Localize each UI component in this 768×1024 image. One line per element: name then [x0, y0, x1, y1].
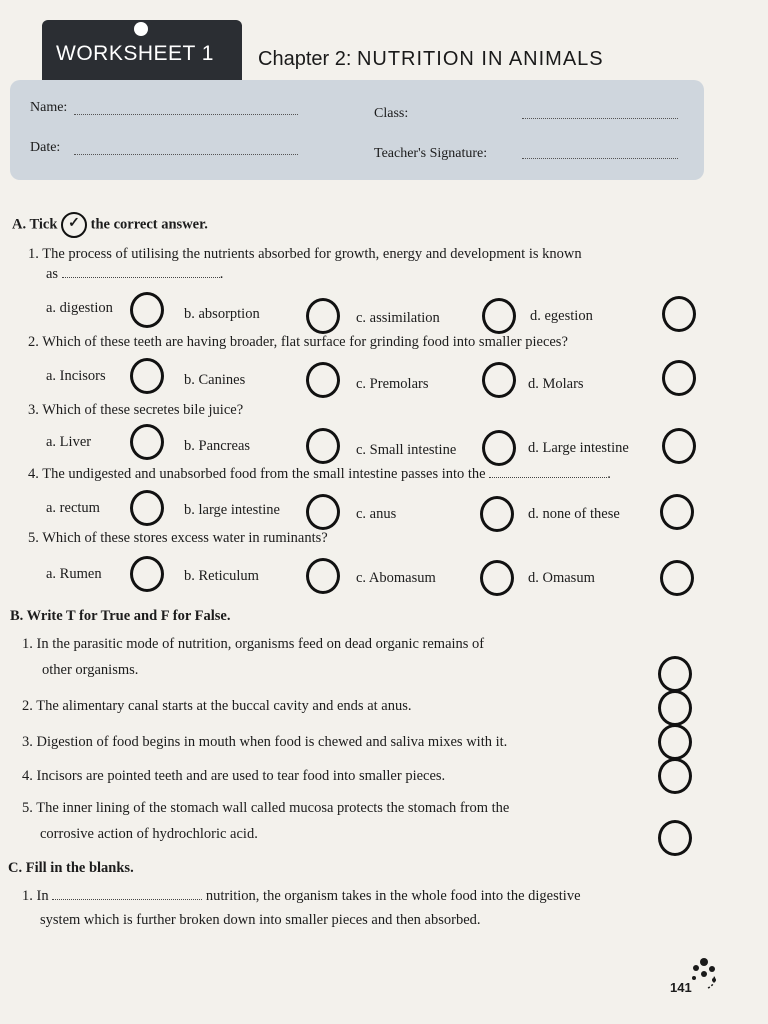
- q4-option-d: d. none of these: [528, 506, 620, 522]
- q3-option-d-circle[interactable]: [662, 428, 696, 464]
- q5-option-c-circle[interactable]: [480, 560, 514, 596]
- q1-option-d: d. egestion: [530, 308, 593, 324]
- student-info-box: [10, 80, 704, 180]
- q1-option-c: c. assimilation: [356, 310, 440, 326]
- date-label: Date:: [30, 140, 61, 155]
- q1-option-a: a. digestion: [46, 300, 113, 316]
- q3-option-c: c. Small intestine: [356, 442, 457, 458]
- statement-5: 5. The inner lining of the stomach wall called mucosa protects the stomach from the: [22, 800, 510, 816]
- q2-option-a-circle[interactable]: [130, 358, 164, 394]
- statement-3: 3. Digestion of food begins in mouth when food is chewed and saliva mixes with it.: [22, 734, 508, 750]
- page-number: 141: [670, 980, 692, 995]
- q5-option-d-circle[interactable]: [660, 560, 694, 596]
- worksheet-title: WORKSHEET 1: [56, 42, 214, 65]
- q3-option-a: a. Liver: [46, 434, 92, 450]
- name-label: Name:: [30, 100, 68, 115]
- q5-option-b-circle[interactable]: [306, 558, 340, 594]
- q1-option-c-circle[interactable]: [482, 298, 516, 334]
- q4-option-d-circle[interactable]: [660, 494, 694, 530]
- q2-option-c-circle[interactable]: [482, 362, 516, 398]
- q2-option-d: d. Molars: [528, 376, 584, 392]
- class-label: Class:: [374, 106, 409, 121]
- answer-blank[interactable]: [489, 477, 607, 478]
- statement-1-circle[interactable]: [658, 656, 692, 692]
- tick-icon: ✓: [61, 212, 87, 238]
- statement-5-circle[interactable]: [658, 820, 692, 856]
- chapter-heading: [258, 48, 604, 71]
- q5-option-b: b. Reticulum: [184, 568, 259, 584]
- statement-1-cont: other organisms.: [42, 662, 139, 678]
- q4-option-b-circle[interactable]: [306, 494, 340, 530]
- q4-option-a-circle[interactable]: [130, 490, 164, 526]
- section-a-instruction: the correct answer.: [90, 216, 208, 233]
- chapter-prefix: Chapter 2:: [258, 48, 352, 70]
- statement-3-circle[interactable]: [658, 724, 692, 760]
- statement-4: 4. Incisors are pointed teeth and are used to tear food into smaller pieces.: [22, 768, 446, 784]
- q3-option-b-circle[interactable]: [306, 428, 340, 464]
- q2-option-b: b. Canines: [184, 372, 246, 388]
- question-1-cont: as .: [46, 266, 224, 282]
- answer-blank[interactable]: [62, 277, 220, 278]
- q3-option-d: d. Large intestine: [528, 440, 629, 456]
- q4-option-c: c. anus: [356, 506, 397, 522]
- q1-option-b-circle[interactable]: [306, 298, 340, 334]
- question-3: 3. Which of these secretes bile juice?: [28, 402, 244, 418]
- q5-option-a: a. Rumen: [46, 566, 102, 582]
- q2-option-d-circle[interactable]: [662, 360, 696, 396]
- signature-label: Teacher's Signature:: [374, 146, 488, 161]
- q4-option-a: a. rectum: [46, 500, 100, 516]
- section-a-prefix: A. Tick: [12, 216, 58, 233]
- q5-option-a-circle[interactable]: [130, 556, 164, 592]
- q1-option-d-circle[interactable]: [662, 296, 696, 332]
- q3-option-a-circle[interactable]: [130, 424, 164, 460]
- q2-option-a: a. Incisors: [46, 368, 106, 384]
- q2-option-b-circle[interactable]: [306, 362, 340, 398]
- name-field[interactable]: [74, 114, 298, 115]
- q2-option-c: c. Premolars: [356, 376, 429, 392]
- fill-blank-1: 1. In nutrition, the organism takes in the whole food into the digestive: [22, 888, 581, 904]
- q5-option-c: c. Abomasum: [356, 570, 436, 586]
- section-c-title: C. Fill in the blanks.: [8, 860, 134, 876]
- q3-option-b: b. Pancreas: [184, 438, 251, 454]
- statement-2-circle[interactable]: [658, 690, 692, 726]
- chapter-title: NUTRITION IN ANIMALS: [356, 48, 604, 70]
- class-field[interactable]: [522, 118, 678, 119]
- statement-1: 1. In the parasitic mode of nutrition, organisms feed on dead organic remains of: [22, 636, 485, 652]
- statement-2: 2. The alimentary canal starts at the buccal cavity and ends at anus.: [22, 698, 412, 714]
- q3-option-c-circle[interactable]: [482, 430, 516, 466]
- q1-option-b: b. absorption: [184, 306, 260, 322]
- statement-5-cont: corrosive action of hydrochloric acid.: [40, 826, 258, 842]
- question-2: 2. Which of these teeth are having broader, flat surface for grinding food into smaller pieces?: [28, 334, 568, 350]
- statement-4-circle[interactable]: [658, 758, 692, 794]
- question-4: 4. The undigested and unabsorbed food from the small intestine passes into the .: [28, 466, 611, 482]
- q1-option-a-circle[interactable]: [130, 292, 164, 328]
- section-b-title: B. Write T for True and F for False.: [10, 608, 231, 624]
- question-1: 1. The process of utilising the nutrients absorbed for growth, energy and development is known: [28, 246, 582, 262]
- q5-option-d: d. Omasum: [528, 570, 595, 586]
- question-5: 5. Which of these stores excess water in ruminants?: [28, 530, 328, 546]
- q4-option-c-circle[interactable]: [480, 496, 514, 532]
- fill-blank-1-cont: system which is further broken down into smaller pieces and then absorbed.: [40, 912, 481, 928]
- fill-blank-input[interactable]: [52, 899, 202, 900]
- section-a-title: [12, 212, 208, 238]
- signature-field[interactable]: [522, 158, 678, 159]
- punch-hole: [134, 22, 148, 36]
- q4-option-b: b. large intestine: [184, 502, 280, 518]
- date-field[interactable]: [74, 154, 298, 155]
